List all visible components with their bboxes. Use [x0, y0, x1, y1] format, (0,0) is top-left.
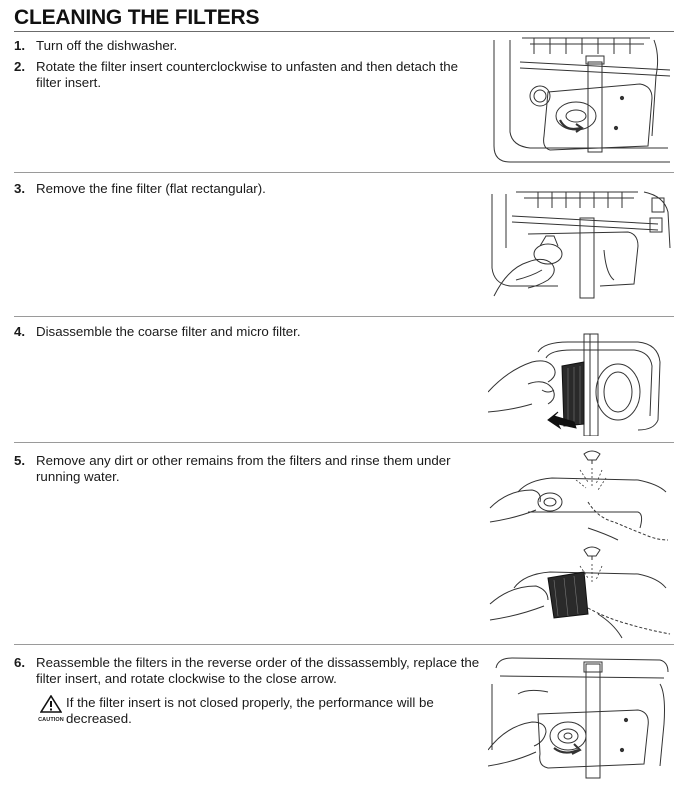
step-6: [14, 655, 484, 687]
step-1-number: 1.: [14, 38, 26, 53]
separator-2: [14, 316, 674, 317]
caution-icon-wrap: [36, 695, 66, 728]
page-title: CLEANING THE FILTERS: [14, 6, 260, 29]
caution-label: CAUTION: [38, 717, 64, 723]
step-6-number: 6.: [14, 655, 26, 670]
separator-1: [14, 172, 674, 173]
step-5-number: 5.: [14, 453, 26, 468]
step-1-text: Turn off the dishwasher.: [36, 38, 178, 53]
step-3-number: 3.: [14, 181, 26, 196]
caution-text: If the filter insert is not closed properly, the performance will be decreased.: [66, 695, 434, 726]
step-5-text: Remove any dirt or other remains from the filters and rinse them under running water.: [36, 453, 451, 484]
step-2-number: 2.: [14, 59, 26, 74]
step-3-text: Remove the fine filter (flat rectangular).: [36, 181, 266, 196]
illustration-rotate-filter: [490, 36, 674, 166]
caution-note: [36, 695, 476, 728]
step-6-text: Reassemble the filters in the reverse order of the dissassembly, replace the filter insert, and rotate clockwise to the close arrow.: [36, 655, 480, 686]
caution-triangle-icon: [40, 695, 62, 713]
micro-filter-mesh: [562, 362, 584, 426]
title-rule: [14, 31, 674, 32]
step-4: [14, 324, 484, 340]
step-3: [14, 181, 484, 197]
illustration-rinse-filters: [488, 448, 674, 640]
separator-3: [14, 442, 674, 443]
illustration-remove-fine-filter: [488, 188, 674, 300]
separator-4: [14, 644, 674, 645]
step-4-text: Disassemble the coarse filter and micro filter.: [36, 324, 301, 339]
step-2-text: Rotate the filter insert counterclockwise to unfasten and then detach the filter insert.: [36, 59, 459, 90]
step-1: [14, 38, 484, 54]
illustration-disassemble-filters: [488, 332, 674, 436]
step-4-number: 4.: [14, 324, 26, 339]
illustration-reassemble-filters: [488, 654, 674, 780]
step-2: [14, 59, 484, 91]
step-5: [14, 453, 484, 485]
